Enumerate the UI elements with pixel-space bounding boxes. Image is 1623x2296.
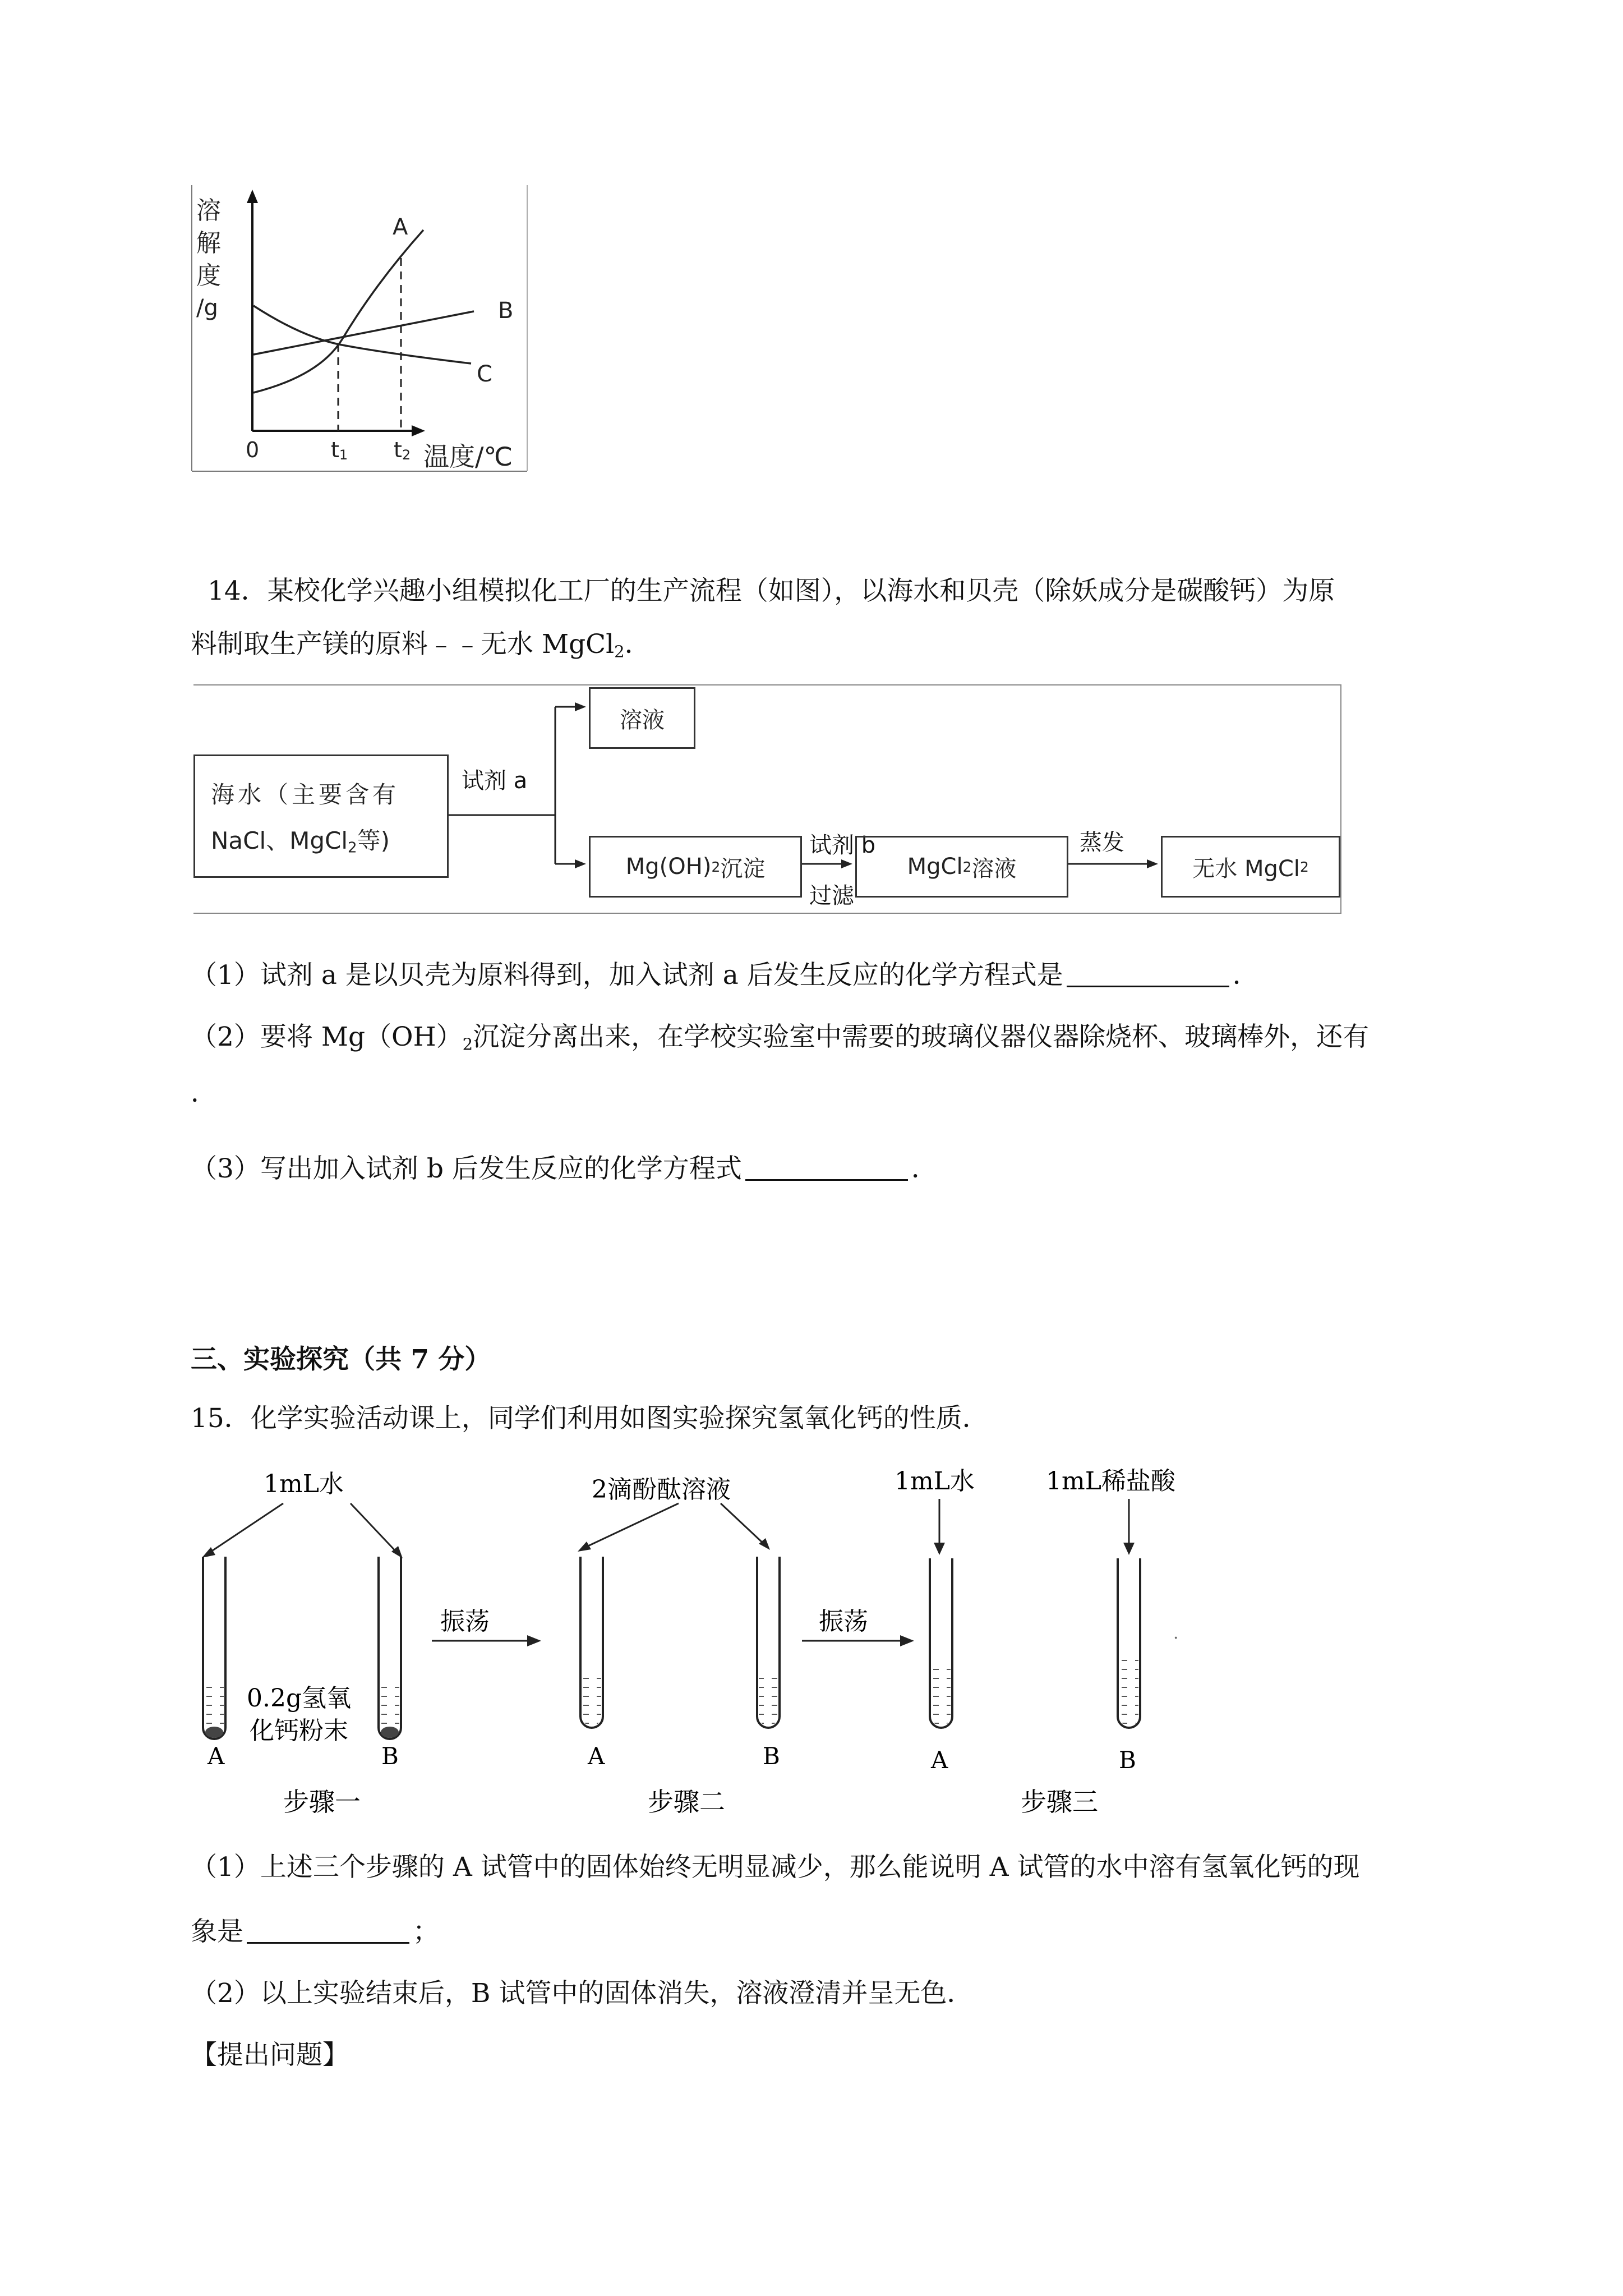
tube-label-b-2: B	[763, 1742, 780, 1770]
tube-label-a-3: A	[931, 1746, 948, 1774]
test-tubes-figure	[191, 1458, 1189, 1818]
mgoh2-box: Mg(OH) 2 沉淀	[589, 836, 802, 898]
tube-b-step2-liquid	[759, 1677, 778, 1726]
mgcl2-solution-box: MgCl 2 溶液	[855, 836, 1068, 898]
q14-part1: （1）试剂 a 是以贝壳为原料得到，加入试剂 a 后发生反应的化学方程式是 ．	[191, 960, 1259, 991]
y-axis-arrow	[247, 190, 258, 203]
powder-label-line2: 化钙粉末	[250, 1717, 348, 1745]
seawater-line1: 海水（主要含有	[211, 780, 400, 808]
anhydrous-mgcl2-box: 无水 MgCl 2	[1161, 836, 1340, 898]
shake-label-2: 振荡	[819, 1607, 868, 1636]
reagent-a-label: 试剂 a	[462, 768, 528, 794]
t2-label: t2	[394, 438, 411, 463]
q14-part3-blank[interactable]	[745, 1157, 908, 1181]
svg-text:·: ·	[1173, 1628, 1179, 1648]
q15-part1-line2: 象是 ；	[191, 1916, 439, 1947]
curve-a	[253, 230, 423, 393]
tube-a-step2-liquid	[582, 1677, 601, 1726]
x-axis-label: 温度/℃	[423, 441, 513, 472]
water-label-step3: 1mL水	[895, 1467, 975, 1496]
flow-diagram	[193, 684, 1343, 914]
raise-question-heading: 【提出问题】	[191, 2040, 349, 2070]
hcl-label: 1mL稀盐酸	[1046, 1467, 1175, 1496]
q15-part1-line1: （1）上述三个步骤的 A 试管中的固体始终无明显减少，那么能说明 A 试管的水中溶有氢氧化钙的现	[191, 1852, 1360, 1883]
q14-line2: 料制取生产镁的原料﹣﹣无水 MgCl$_2$．	[191, 629, 651, 661]
tube-b-step3-liquid	[1119, 1652, 1138, 1726]
solubility-chart	[191, 185, 538, 477]
curve-b-label: B	[498, 298, 514, 324]
tube-b-step1-solid	[381, 1727, 399, 1738]
curve-c-label: C	[477, 361, 492, 387]
q14-part2: （2）要将 $Mg(OH)_2$沉淀分离出来，在学校实验室中需要的玻璃仪器仪器除烧杯、玻璃棒外，还有	[191, 1022, 1370, 1054]
y-label-char-2: 解	[196, 229, 221, 257]
q14-part2-line2: ．	[191, 1078, 217, 1108]
q15-figure	[191, 1458, 1189, 1818]
step1-label: 步骤一	[283, 1787, 361, 1817]
evaporate-label: 蒸发	[1080, 830, 1124, 855]
tube-a-step3-liquid	[932, 1669, 951, 1726]
section3-title: 三、实验探究（共 7 分）	[191, 1344, 491, 1375]
x-axis-arrow	[412, 425, 425, 436]
seawater-line2: NaCl、MgCl$_2$等)	[211, 826, 390, 857]
tube-label-a-2: A	[588, 1742, 605, 1770]
origin-label: 0	[246, 438, 260, 462]
curve-c	[253, 306, 471, 364]
curve-a-label: A	[393, 214, 408, 240]
q15-line1: 15．化学实验活动课上，同学们利用如图实验探究氢氧化钙的性质．	[191, 1403, 989, 1434]
reagent-b-label: 试剂 b	[809, 832, 876, 858]
y-label-char-4: /g	[196, 295, 218, 321]
y-label-char-1: 溶	[196, 196, 221, 225]
step3-label: 步骤三	[1021, 1787, 1098, 1817]
filter-label: 过滤	[809, 883, 854, 909]
q15-part2: （2）以上实验结束后，B 试管中的固体消失，溶液澄清并呈无色．	[191, 1978, 974, 2009]
solution-box: 溶液	[589, 687, 695, 749]
water-label-step1: 1mL水	[264, 1470, 344, 1498]
tube-a-step1-solid	[205, 1727, 223, 1738]
q14-part1-blank[interactable]	[1067, 963, 1229, 987]
q14-line1: 14．某校化学兴趣小组模拟化工厂的生产流程（如图），以海水和贝壳（除妖成分是碳酸钙）为原	[208, 576, 1335, 606]
y-label-char-3: 度	[196, 261, 221, 290]
tube-label-a-1: A	[208, 1742, 225, 1770]
phenolphthalein-label: 2滴酚酞溶液	[592, 1475, 731, 1504]
shake-label-1: 振荡	[440, 1607, 490, 1636]
tube-label-b-3: B	[1119, 1746, 1136, 1774]
step2-label: 步骤二	[648, 1787, 725, 1817]
t1-label: t1	[331, 438, 348, 463]
q14-part3: （3）写出加入试剂 b 后发生反应的化学方程式 ．	[191, 1153, 938, 1184]
powder-label-line1: 0.2g氢氧	[247, 1684, 352, 1713]
tube-label-b-1: B	[381, 1742, 399, 1770]
q15-part1-blank[interactable]	[247, 1920, 409, 1944]
